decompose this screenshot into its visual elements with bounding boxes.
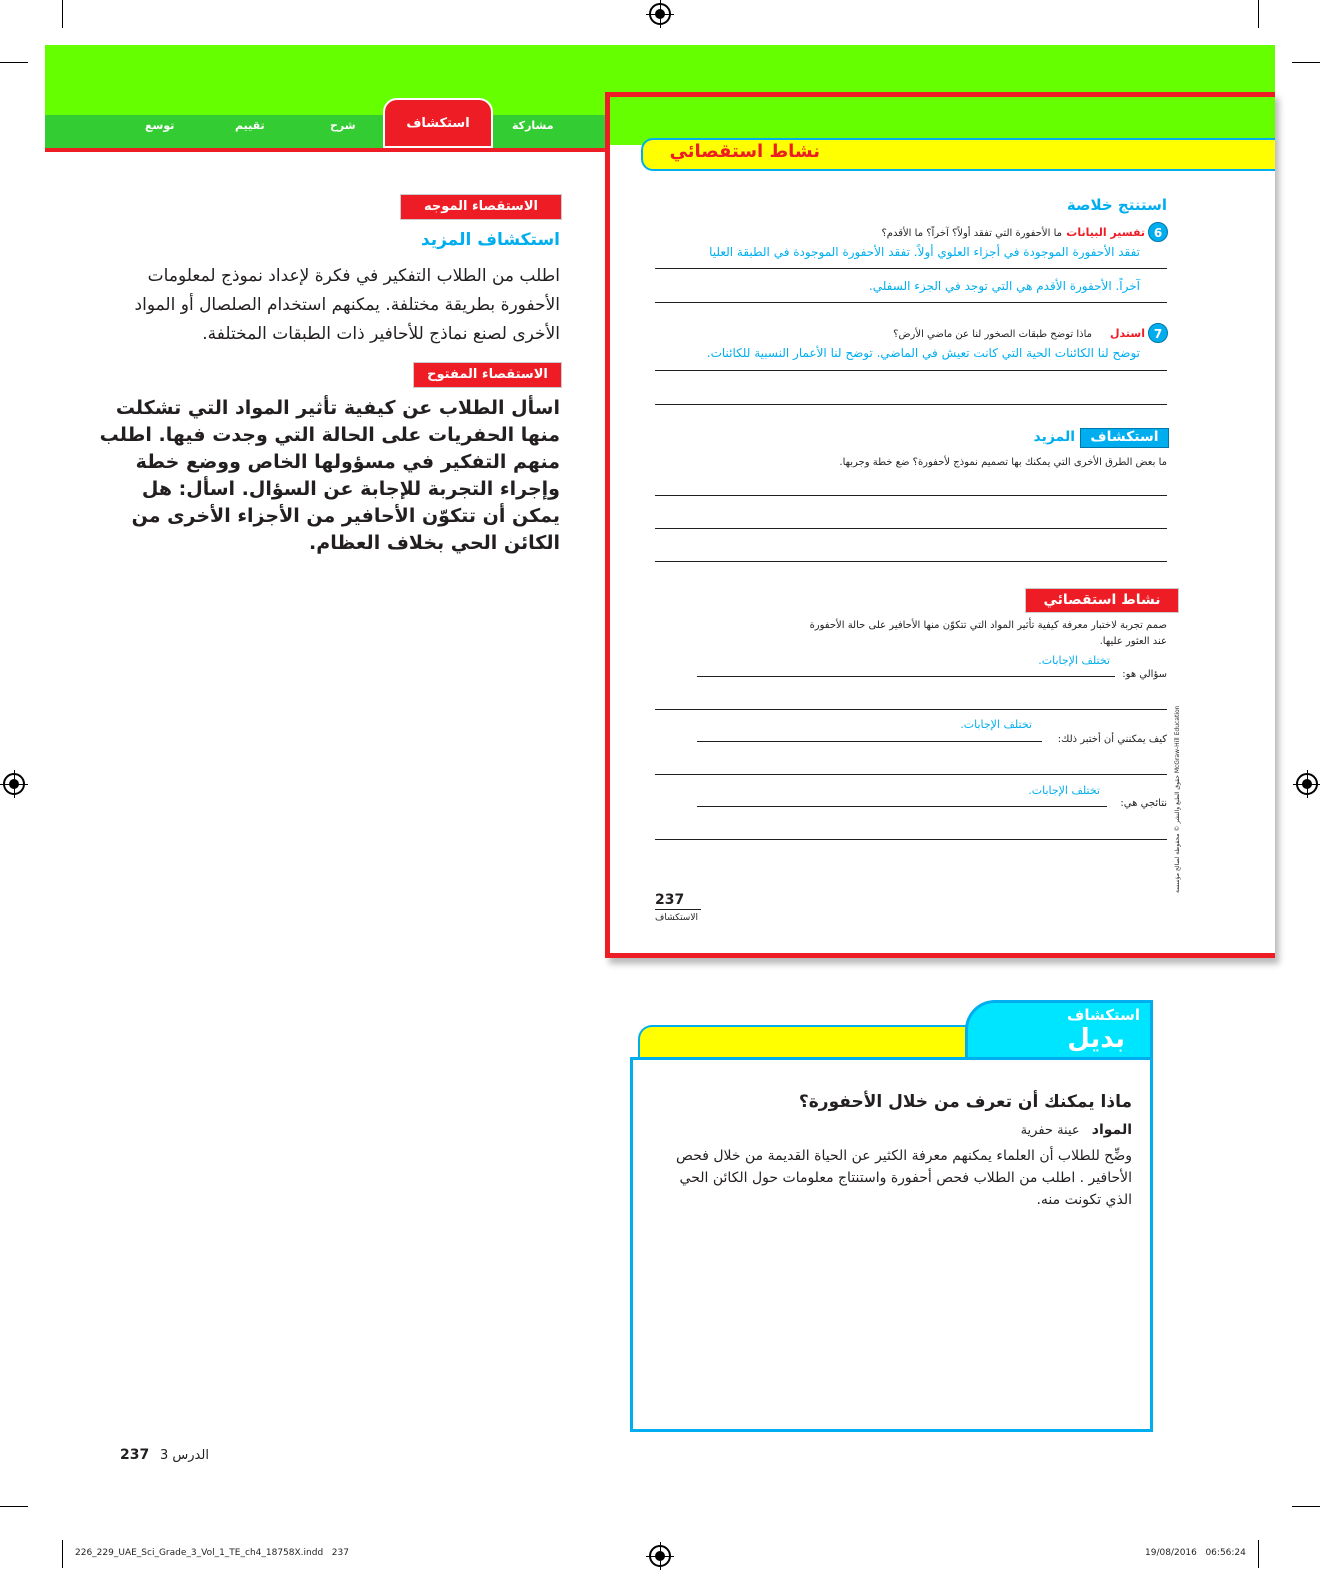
q7-skill-label: استدل: [1110, 327, 1145, 340]
answer-line: [655, 370, 1167, 371]
band-title: نشاط استقصائي: [669, 141, 820, 162]
guided-inquiry-text: اطلب من الطلاب التفكير في فكرة لإعداد نموذج لمعلومات الأحفورة بطريقة مختلفة. يمكنهم استخدام الصلصال أو المواد الأخرى لصنع نماذج للأحافير ذات الطبقات المختلفة.: [134, 266, 560, 344]
q7-text: ماذا توضح طبقات الصخور لنا عن ماضي الأرض؟: [893, 329, 1092, 340]
page-section-label: الاستكشاف: [655, 913, 698, 923]
crop-mark: [0, 1506, 28, 1507]
answer-line: [655, 495, 1167, 496]
answer-line: [655, 774, 1167, 775]
answer-line: [655, 839, 1167, 840]
answer-line: [697, 806, 1107, 807]
answer-line: [655, 268, 1167, 269]
registration-mark-icon: [1296, 773, 1318, 795]
registration-mark-icon: [649, 3, 671, 25]
card-tab-alternative: بديل: [1067, 1024, 1125, 1054]
card-tab-explore: استكشاف: [1066, 1006, 1140, 1024]
explore-tag: استكشاف: [1080, 428, 1169, 448]
answer-line: [655, 404, 1167, 405]
question-number-7: 7: [1148, 323, 1168, 343]
crop-mark: [1258, 1540, 1259, 1568]
tab-explain[interactable]: شرح: [330, 119, 356, 132]
page-number-rule: [655, 909, 701, 910]
how-answer-vary: تختلف الإجابات.: [960, 718, 1032, 731]
materials-value: عينة حفرية: [1020, 1123, 1080, 1138]
answer-line: [655, 528, 1167, 529]
results-answer-vary: تختلف الإجابات.: [1028, 784, 1100, 797]
footer-file-name: 226_229_UAE_Sci_Grade_3_Vol_1_TE_ch4_18758X.indd 237: [75, 1548, 349, 1558]
q6-answer-line-2: آخراً. الأحفورة الأقدم هي التي توجد في الجزء السفلي.: [868, 279, 1140, 293]
crop-mark: [1292, 1506, 1320, 1507]
footer-date: 19/08/2016 06:56:24: [1145, 1548, 1246, 1558]
tab-explore[interactable]: استكشاف: [383, 98, 493, 148]
question-number-6: 6: [1148, 222, 1168, 242]
explore-more-heading: استكشاف المزيد: [420, 230, 560, 250]
materials-label: المواد: [1091, 1122, 1132, 1138]
answer-line: [697, 741, 1042, 742]
footer-lesson: الدرس 3: [160, 1448, 209, 1463]
page-number: 237: [655, 892, 685, 908]
registration-mark-icon: [649, 1545, 671, 1567]
answer-line: [655, 709, 1167, 710]
crop-mark: [62, 1540, 63, 1568]
card-materials: [900, 1122, 1132, 1138]
q-answer-vary: تختلف الإجابات.: [1038, 654, 1110, 667]
open-inquiry-box: الاستقصاء المفتوح: [413, 362, 562, 388]
answer-line: [655, 561, 1167, 562]
registration-mark-icon: [3, 773, 25, 795]
card-yellow-tab: [638, 1025, 978, 1059]
answer-line: [697, 676, 1115, 677]
tab-engage[interactable]: مشاركة: [512, 119, 554, 132]
conclusions-heading: استنتج خلاصة: [1066, 196, 1167, 214]
q7-answer: توضح لنا الكائنات الحية التي كانت تعيش في الماضي. توضح لنا الأعمار النسبية للكائنات.: [706, 346, 1140, 360]
q6-text: ما الأحفورة التي تفقد أولاً؟ آخراً؟ ما الأقدم؟: [881, 228, 1062, 239]
card-question: ماذا يمكنك أن تعرف من خلال الأحفورة؟: [798, 1092, 1132, 1112]
q6-answer-line-1: تفقد الأحفورة الموجودة في أجزاء العلوي أولاً. تفقد الأحفورة الموجودة في الطبقة العليا: [709, 245, 1140, 259]
crop-mark: [1292, 62, 1320, 63]
crop-mark: [0, 62, 28, 63]
card-body-text: وضِّح للطلاب أن العلماء يمكنهم معرفة الكثير عن الحياة القديمة من خلال فحص الأحافير . اطلب من الطلاب فحص أحفورة واستنتاج معلومات حول الكائن الحي الذي تكونت منه.: [676, 1148, 1132, 1208]
side-credit-text: حقوق الطبع والنشر © محفوظة لصالح مؤسسة McGraw-Hill Education: [1174, 705, 1181, 893]
answer-line: [655, 302, 1167, 303]
my-question-label: سؤالي هو:: [1122, 669, 1167, 680]
crop-mark: [1258, 0, 1259, 28]
results-label: نتائجي هي:: [1120, 798, 1167, 809]
alternative-explore-card: [630, 1057, 1153, 1432]
how-test-label: كيف يمكنني أن أختبر ذلك:: [1057, 734, 1167, 745]
inquiry-instructions-1: صمم تجربة لاختبار معرفة كيفية تأثير المواد التي تتكوّن منها الأحافير على حالة الأحفورة: [809, 620, 1167, 631]
explore-more-label: المزيد: [1033, 429, 1075, 445]
inquiry-activity-box: نشاط استقصائي: [1025, 588, 1179, 613]
open-inquiry-text: اسأل الطلاب عن كيفية تأثير المواد التي تشكلت منها الحفريات على الحالة التي وجدت فيها. اطلب منهم التفكير في مسؤولها الخاص ووضع خطة وإجراء التجربة للإجابة عن السؤال. اسأل: هل يمكن أن تتكوّن الأحافير من الأجزاء الأخرى من الكائن الحي بخلاف العظام.: [99, 397, 560, 554]
explore-more-text: ما بعض الطرق الأخرى التي يمكنك بها تصميم نموذج لأحفورة؟ ضع خطة وجربها.: [839, 457, 1167, 468]
inquiry-instructions-2: عند العثور عليها.: [1099, 636, 1167, 647]
footer-page-number: 237: [120, 1447, 150, 1463]
tab-evaluate[interactable]: تقييم: [235, 119, 265, 132]
q6-skill-label: تفسير البيانات: [1066, 226, 1145, 239]
tab-expand[interactable]: توسع: [145, 119, 175, 132]
guided-inquiry-box: الاستقصاء الموجه: [400, 194, 562, 220]
side-credit: [1174, 693, 1184, 893]
crop-mark: [62, 0, 63, 28]
